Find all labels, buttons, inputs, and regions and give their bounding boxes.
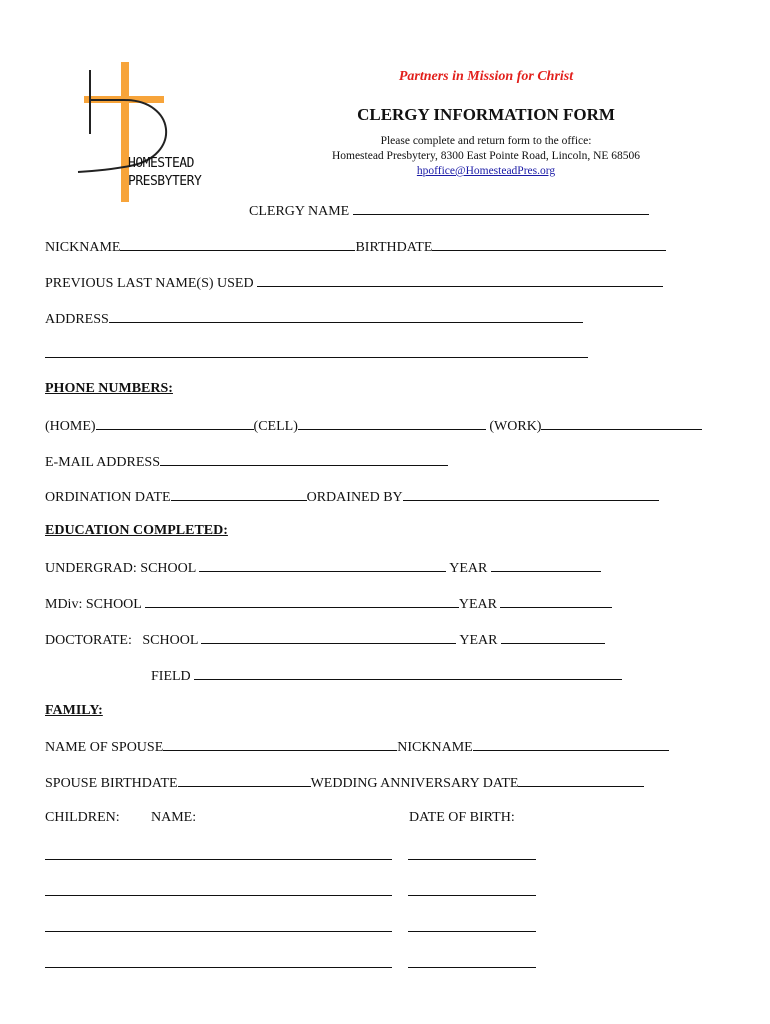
- clergy-name-field[interactable]: [353, 201, 649, 215]
- mdiv-year-label: YEAR: [458, 597, 497, 612]
- child-row: [45, 918, 392, 932]
- ordination-date-field[interactable]: [171, 487, 307, 501]
- child-row: [408, 954, 536, 968]
- email-label: E-MAIL ADDRESS: [45, 455, 160, 470]
- undergrad-school-label: UNDERGRAD: SCHOOL: [45, 561, 196, 576]
- ordained-by-label: ORDAINED BY: [306, 490, 403, 505]
- doctorate-year-field[interactable]: [501, 630, 605, 644]
- spouse-nickname-field[interactable]: [473, 737, 669, 751]
- tagline: Partners in Mission for Christ: [398, 69, 574, 84]
- spouse-birthdate-label: SPOUSE BIRTHDATE: [45, 776, 178, 791]
- logo-text-line1: HOMESTEAD: [128, 156, 194, 171]
- previous-names-field[interactable]: [257, 273, 663, 287]
- presbytery-logo: [64, 58, 224, 206]
- cell-phone-label: (CELL): [253, 419, 298, 434]
- address-field-2[interactable]: [45, 344, 588, 358]
- nickname-field[interactable]: [120, 237, 355, 251]
- mdiv-school-label: MDiv: SCHOOL: [45, 597, 142, 612]
- spouse-name-field[interactable]: [163, 737, 397, 751]
- field-label: FIELD: [151, 669, 191, 684]
- form-title: CLERGY INFORMATION FORM: [357, 105, 615, 124]
- doctorate-label: DOCTORATE:: [45, 633, 132, 648]
- wedding-anniversary-label: WEDDING ANNIVERSARY DATE: [310, 776, 519, 791]
- undergrad-year-label: YEAR: [449, 561, 488, 576]
- ordained-by-field[interactable]: [403, 487, 659, 501]
- child-dob-header: DATE OF BIRTH:: [409, 810, 515, 825]
- email-field[interactable]: [160, 452, 448, 466]
- undergrad-school-field[interactable]: [199, 558, 446, 572]
- birthdate-field[interactable]: [432, 237, 666, 251]
- work-phone-field[interactable]: [541, 416, 702, 430]
- spouse-row: [45, 737, 669, 757]
- undergrad-year-field[interactable]: [491, 558, 601, 572]
- mdiv-row: [45, 594, 612, 614]
- mdiv-school-field[interactable]: [145, 594, 459, 608]
- previous-names-label: PREVIOUS LAST NAME(S) USED: [45, 276, 254, 291]
- home-phone-label: (HOME): [45, 419, 96, 434]
- previous-names-row: [45, 273, 663, 293]
- cell-phone-field[interactable]: [298, 416, 486, 430]
- ordination-row: [45, 487, 659, 507]
- work-phone-label: (WORK): [489, 419, 542, 434]
- child-row: [408, 882, 536, 896]
- undergrad-row: [45, 558, 601, 578]
- field-row: [151, 666, 622, 686]
- doctorate-school-label: SCHOOL: [142, 633, 198, 648]
- clergy-name-label: CLERGY NAME: [249, 204, 350, 219]
- office-address: Homestead Presbytery, 8300 East Pointe Road, Lincoln, NE 68506: [331, 150, 641, 162]
- ordination-date-label: ORDINATION DATE: [45, 490, 171, 505]
- nickname-label: NICKNAME: [45, 240, 121, 255]
- child-row: [45, 846, 392, 860]
- spouse-nickname-label: NICKNAME: [397, 740, 473, 755]
- address-row-2: [45, 344, 588, 364]
- child-dob-field-4[interactable]: [408, 954, 536, 968]
- child-dob-field-2[interactable]: [408, 882, 536, 896]
- education-section-heading: EDUCATION COMPLETED:: [45, 523, 228, 538]
- doctorate-row: [45, 630, 605, 650]
- doctorate-school-field[interactable]: [201, 630, 456, 644]
- clergy-name-row: [249, 201, 649, 221]
- birthdate-label: BIRTHDATE: [355, 240, 433, 255]
- address-label: ADDRESS: [45, 312, 109, 327]
- phone-section-heading: PHONE NUMBERS:: [45, 381, 173, 396]
- child-name-field-4[interactable]: [45, 954, 392, 968]
- child-row: [45, 954, 392, 968]
- child-row: [408, 918, 536, 932]
- phone-row: [45, 416, 702, 436]
- child-name-field-2[interactable]: [45, 882, 392, 896]
- doctorate-year-label: YEAR: [459, 633, 498, 648]
- instruction-text: Please complete and return form to the office:: [380, 135, 592, 147]
- field-field[interactable]: [194, 666, 622, 680]
- child-dob-field-1[interactable]: [408, 846, 536, 860]
- wedding-anniversary-field[interactable]: [518, 773, 644, 787]
- child-row: [408, 846, 536, 860]
- child-row: [45, 882, 392, 896]
- office-email-link[interactable]: hpoffice@HomesteadPres.org: [416, 165, 556, 177]
- family-section-heading: FAMILY:: [45, 703, 103, 718]
- mdiv-year-field[interactable]: [500, 594, 612, 608]
- nickname-row: [45, 237, 666, 257]
- address-field-1[interactable]: [109, 309, 583, 323]
- child-name-field-3[interactable]: [45, 918, 392, 932]
- email-row: [45, 452, 448, 472]
- spouse-name-label: NAME OF SPOUSE: [45, 740, 164, 755]
- children-label: CHILDREN:: [45, 810, 120, 825]
- address-row: [45, 309, 583, 329]
- child-name-field-1[interactable]: [45, 846, 392, 860]
- child-dob-field-3[interactable]: [408, 918, 536, 932]
- home-phone-field[interactable]: [96, 416, 254, 430]
- spouse-dates-row: [45, 773, 644, 793]
- logo-text-line2: PRESBYTERY: [128, 174, 202, 189]
- child-name-header: NAME:: [151, 810, 197, 825]
- spouse-birthdate-field[interactable]: [178, 773, 311, 787]
